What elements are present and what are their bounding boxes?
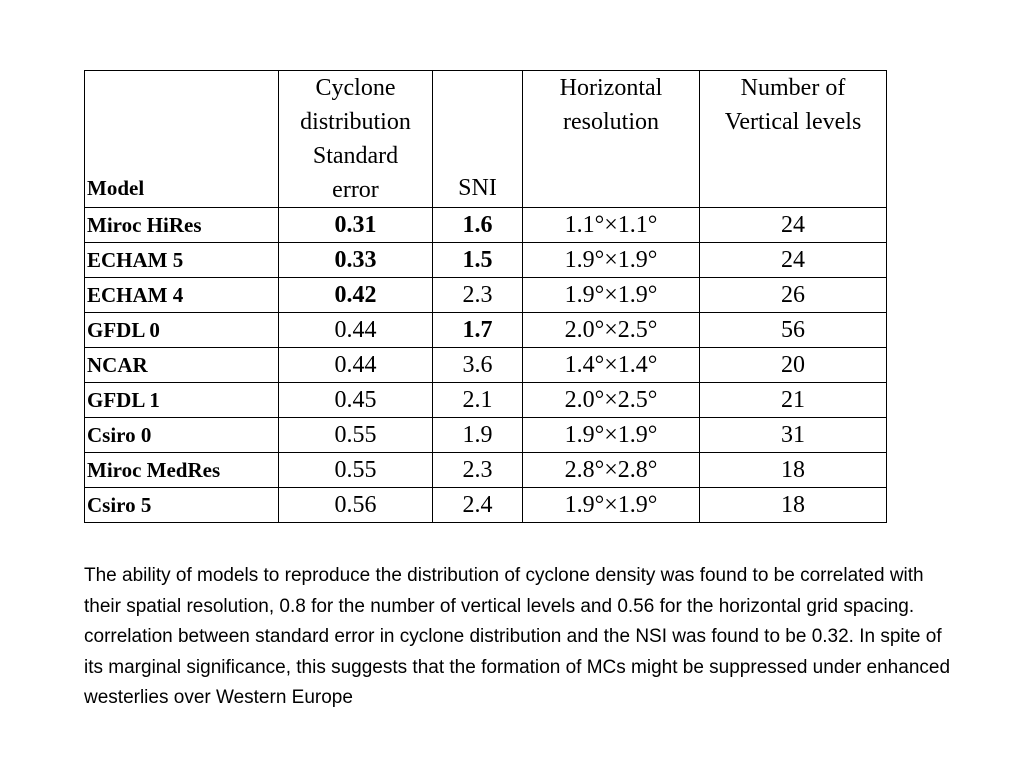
- horizontal-resolution-cell: 2.8°×2.8°: [523, 453, 700, 488]
- model-comparison-table: [84, 70, 887, 523]
- header-horizontal-resolution: [523, 71, 700, 208]
- model-cell: GFDL 1: [85, 383, 279, 418]
- header-cyclone-line-4: error: [332, 177, 379, 203]
- table-body: [85, 208, 887, 523]
- horizontal-resolution-cell: 2.0°×2.5°: [523, 383, 700, 418]
- header-vertical-levels: [700, 71, 887, 208]
- header-cyclone-line-2: distribution: [300, 109, 411, 135]
- sni-cell: 2.4: [433, 488, 523, 523]
- table-row: [85, 278, 887, 313]
- sni-cell: 1.6: [433, 208, 523, 243]
- header-cyclone-line-1: Cyclone: [315, 75, 396, 101]
- vertical-levels-cell: 20: [700, 348, 887, 383]
- sni-cell: 2.3: [433, 278, 523, 313]
- sni-cell: 2.1: [433, 383, 523, 418]
- vertical-levels-cell: 18: [700, 453, 887, 488]
- header-sni: SNI: [433, 71, 523, 208]
- table-row: [85, 243, 887, 278]
- header-vertical-line-2: Vertical levels: [724, 109, 862, 135]
- horizontal-resolution-cell: 1.1°×1.1°: [523, 208, 700, 243]
- sni-cell: 1.9: [433, 418, 523, 453]
- sni-cell: 1.7: [433, 313, 523, 348]
- std-error-cell: 0.45: [279, 383, 433, 418]
- horizontal-resolution-cell: 2.0°×2.5°: [523, 313, 700, 348]
- sni-cell: 3.6: [433, 348, 523, 383]
- horizontal-resolution-cell: 1.9°×1.9°: [523, 243, 700, 278]
- table-row: [85, 208, 887, 243]
- model-cell: ECHAM 4: [85, 278, 279, 313]
- std-error-cell: 0.55: [279, 453, 433, 488]
- model-cell: Miroc HiRes: [85, 208, 279, 243]
- vertical-levels-cell: 56: [700, 313, 887, 348]
- model-cell: NCAR: [85, 348, 279, 383]
- vertical-levels-cell: 18: [700, 488, 887, 523]
- std-error-cell: 0.56: [279, 488, 433, 523]
- header-horizontal-line-1: Horizontal: [559, 75, 663, 101]
- table-row: [85, 348, 887, 383]
- sni-cell: 1.5: [433, 243, 523, 278]
- table-row: [85, 453, 887, 488]
- horizontal-resolution-cell: 1.4°×1.4°: [523, 348, 700, 383]
- std-error-cell: 0.44: [279, 313, 433, 348]
- std-error-cell: 0.33: [279, 243, 433, 278]
- table-row: [85, 418, 887, 453]
- vertical-levels-cell: 26: [700, 278, 887, 313]
- model-cell: Csiro 0: [85, 418, 279, 453]
- model-cell: ECHAM 5: [85, 243, 279, 278]
- std-error-cell: 0.42: [279, 278, 433, 313]
- header-cyclone-std-error: [279, 71, 433, 208]
- model-cell: Miroc MedRes: [85, 453, 279, 488]
- table-row: [85, 488, 887, 523]
- model-cell: Csiro 5: [85, 488, 279, 523]
- notes-text: [84, 561, 954, 714]
- std-error-cell: 0.44: [279, 348, 433, 383]
- table-row: [85, 313, 887, 348]
- sni-cell: 2.3: [433, 453, 523, 488]
- header-horizontal-line-2: resolution: [563, 109, 659, 135]
- horizontal-resolution-cell: 1.9°×1.9°: [523, 418, 700, 453]
- header-model: Model: [85, 71, 279, 208]
- table-row: [85, 383, 887, 418]
- header-row: [85, 71, 887, 208]
- vertical-levels-cell: 31: [700, 418, 887, 453]
- notes-paragraph-1: The ability of models to reproduce the distribution of cyclone density was found to be correlated with their spatial resolution, 0.8 for the number of vertical levels and 0.56 for the horizontal grid spacing.: [84, 565, 924, 617]
- vertical-levels-cell: 21: [700, 383, 887, 418]
- horizontal-resolution-cell: 1.9°×1.9°: [523, 488, 700, 523]
- std-error-cell: 0.55: [279, 418, 433, 453]
- horizontal-resolution-cell: 1.9°×1.9°: [523, 278, 700, 313]
- vertical-levels-cell: 24: [700, 208, 887, 243]
- notes-paragraph-2: correlation between standard error in cyclone distribution and the NSI was found to be 0.32. In spite of its marginal significance, this suggests that the formation of MCs might be suppressed under enhanced westerlies over Western Europe: [84, 626, 951, 708]
- std-error-cell: 0.31: [279, 208, 433, 243]
- model-cell: GFDL 0: [85, 313, 279, 348]
- header-cyclone-line-3: Standard: [312, 143, 399, 169]
- header-vertical-line-1: Number of: [740, 75, 846, 101]
- vertical-levels-cell: 24: [700, 243, 887, 278]
